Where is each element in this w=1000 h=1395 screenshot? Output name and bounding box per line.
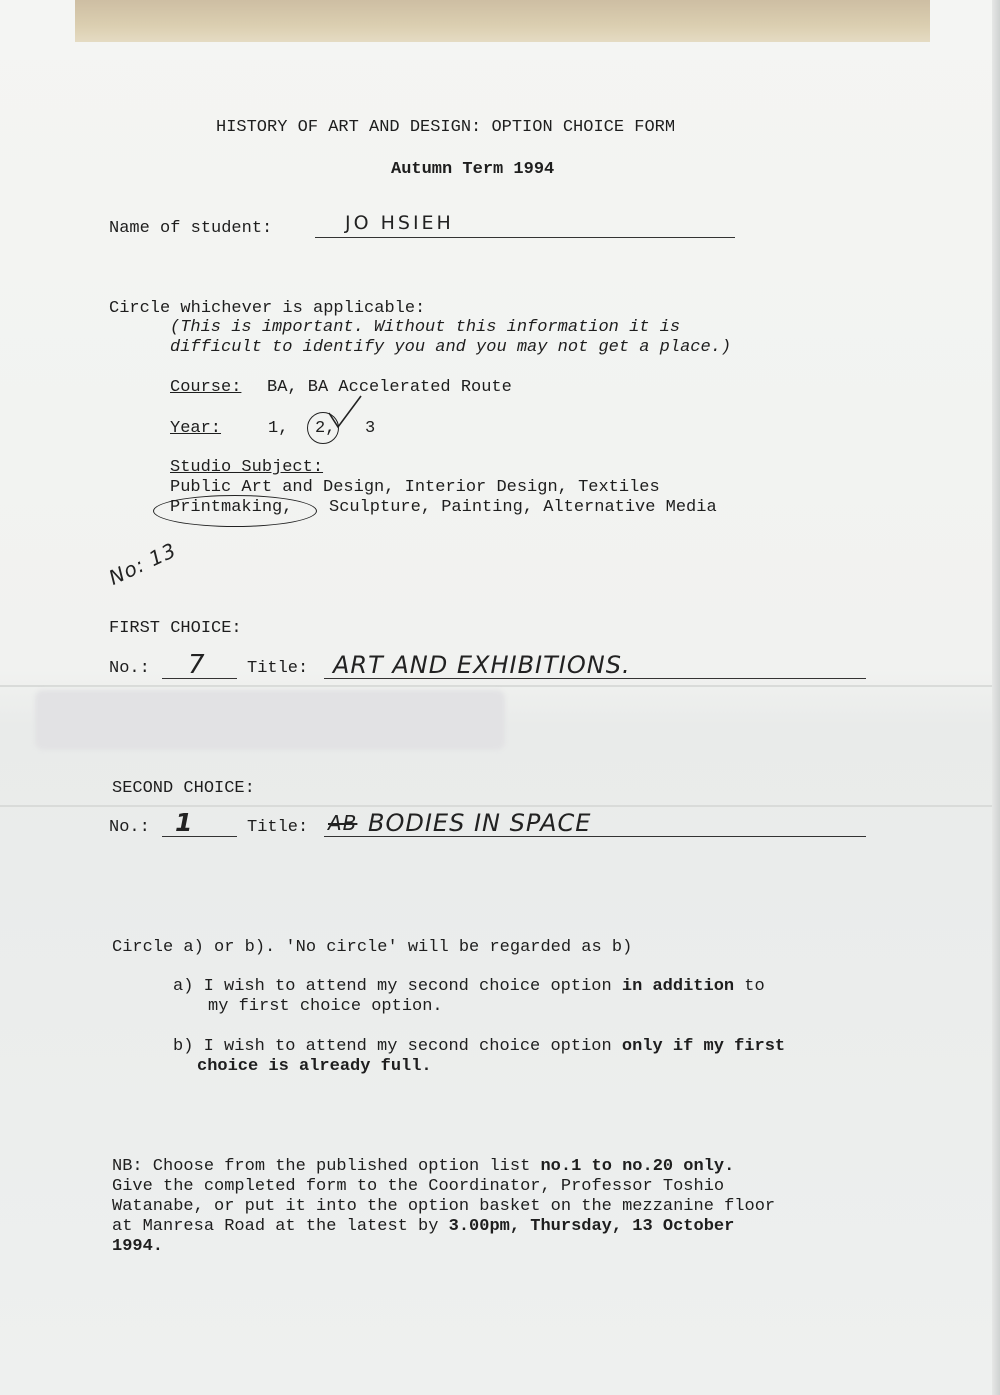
note-line-2: difficult to identify you and you may not get a place.) <box>170 338 732 357</box>
nb-text: NB: Choose from the published option list <box>112 1157 541 1176</box>
second-title-handwritten[interactable]: BODIES IN SPACE <box>368 809 592 837</box>
smudge <box>35 690 505 750</box>
circle-instruction: Circle whichever is applicable: <box>109 299 426 318</box>
fold-line <box>0 685 1000 687</box>
nb-line-5: 1994. <box>112 1237 164 1256</box>
option-a-bold: in addition <box>621 977 735 996</box>
studio-printmaking[interactable]: Printmaking, <box>170 498 293 517</box>
option-b-bold: only if my first <box>621 1037 786 1056</box>
studio-line-1: Public Art and Design, Interior Design, Textiles <box>170 478 660 497</box>
option-a-text-end: to <box>734 977 765 996</box>
name-handwritten[interactable]: JO HSIEH <box>345 212 454 234</box>
second-title-struck: AB <box>328 811 358 835</box>
margin-note: No: 13 <box>105 537 181 590</box>
year-option-3[interactable]: 3 <box>365 419 376 438</box>
second-no-line <box>162 836 237 837</box>
second-no-label: No.: <box>109 818 150 837</box>
first-title-handwritten[interactable]: ART AND EXHIBITIONS. <box>333 651 631 679</box>
form-term: Autumn Term 1994 <box>391 160 555 179</box>
option-b-line-2: choice is already full. <box>197 1057 432 1076</box>
tape-strip <box>75 0 930 42</box>
course-label: Course: <box>170 378 242 397</box>
fold-line <box>0 805 1000 807</box>
form-title: HISTORY OF ART AND DESIGN: OPTION CHOICE FORM <box>216 118 676 137</box>
nb-bold: no.1 to no.20 only. <box>540 1157 735 1176</box>
option-a-text: a) I wish to attend my second choice option <box>173 977 622 996</box>
option-b-line-1[interactable] <box>173 1037 785 1057</box>
second-title-label: Title: <box>247 818 309 837</box>
option-b-text: b) I wish to attend my second choice option <box>173 1037 622 1056</box>
studio-line-2: Sculpture, Painting, Alternative Media <box>329 498 717 517</box>
note-line-1: (This is important. Without this information it is <box>170 318 681 337</box>
nb-line-1 <box>112 1157 734 1177</box>
first-no-label: No.: <box>109 659 150 678</box>
nb-line-4 <box>112 1217 734 1237</box>
nb-text-4: at Manresa Road at the latest by <box>112 1217 449 1236</box>
page-edge <box>992 0 1000 1395</box>
course-options: BA, BA Accelerated Route <box>267 378 512 397</box>
studio-label: Studio Subject: <box>170 458 324 477</box>
first-title-label: Title: <box>247 659 309 678</box>
first-no-handwritten[interactable]: 7 <box>188 650 206 680</box>
circle-ab-instruction: Circle a) or b). 'No circle' will be regarded as b) <box>112 938 633 957</box>
name-label: Name of student: <box>109 219 273 238</box>
option-a-line-1[interactable] <box>173 977 765 997</box>
nb-bold-4: 3.00pm, Thursday, 13 October <box>448 1217 735 1236</box>
nb-line-2: Give the completed form to the Coordinator, Professor Toshio <box>112 1177 725 1196</box>
first-choice-label: FIRST CHOICE: <box>109 619 242 638</box>
year-label: Year: <box>170 419 222 438</box>
year-option-2[interactable]: 2, <box>315 419 336 438</box>
checkmark-icon <box>325 393 365 433</box>
printmaking-circle-mark <box>153 495 317 527</box>
year-option-1[interactable]: 1, <box>268 419 289 438</box>
option-a-line-2: my first choice option. <box>208 997 443 1016</box>
second-choice-label: SECOND CHOICE: <box>112 779 255 798</box>
name-line <box>315 237 735 238</box>
nb-line-3: Watanabe, or put it into the option basket on the mezzanine floor <box>112 1197 776 1216</box>
second-no-handwritten[interactable]: 1 <box>175 808 194 837</box>
